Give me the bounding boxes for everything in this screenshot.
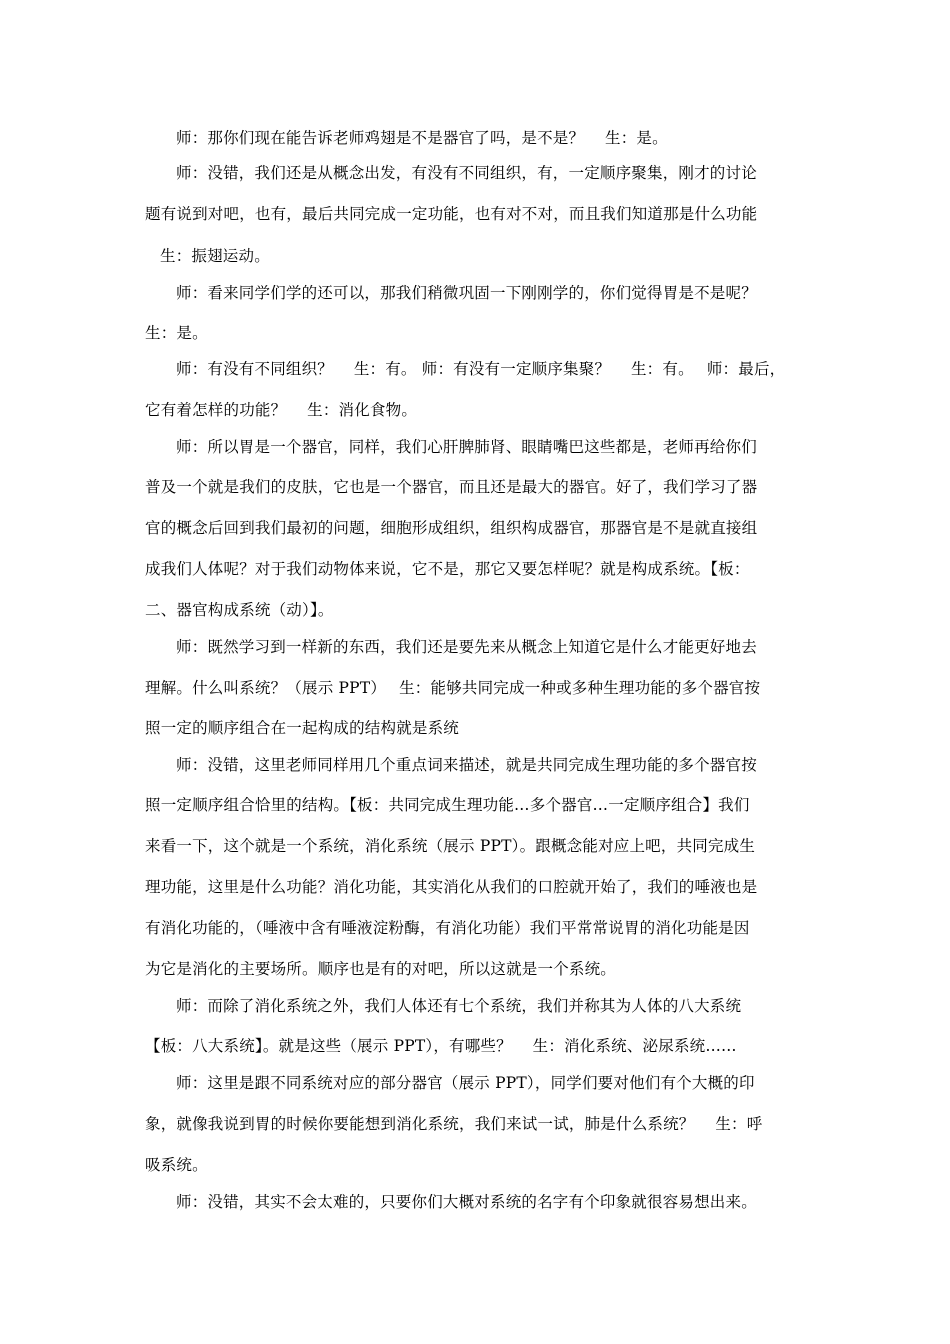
text-line: 照一定顺序组合恰里的结构。【板：共同完成生理功能…多个器官…一定顺序组合】我们 bbox=[145, 796, 750, 814]
text-line: 来看一下，这个就是一个系统，消化系统（展示 PPT）。跟概念能对应上吧，共同完成生 bbox=[145, 837, 756, 855]
text-line: 师：那你们现在能告诉老师鸡翅是不是器官了吗，是不是？ 生：是。 bbox=[176, 129, 668, 147]
text-line: 二、器官构成系统（动）】。 bbox=[145, 601, 334, 619]
text-line: 成我们人体呢？对于我们动物体来说，它不是，那它又要怎样呢？就是构成系统。【板： bbox=[145, 560, 750, 578]
text-line: 象，就像我说到胃的时候你要能想到消化系统，我们来试一试，肺是什么系统？ 生：呼 bbox=[145, 1115, 763, 1133]
text-line: 师：这里是跟不同系统对应的部分器官（展示 PPT），同学们要对他们有个大概的印 bbox=[176, 1074, 755, 1092]
text-line: 【板：八大系统】。就是这些（展示 PPT），有哪些？ 生：消化系统、泌尿系统…… bbox=[145, 1037, 737, 1055]
text-line: 师：而除了消化系统之外，我们人体还有七个系统，我们并称其为人体的八大系统 bbox=[176, 997, 742, 1015]
text-line: 官的概念后回到我们最初的问题，细胞形成组织，组织构成器官，那器官是不是就直接组 bbox=[145, 519, 758, 537]
text-line: 师：既然学习到一样新的东西，我们还是要先来从概念上知道它是什么才能更好地去 bbox=[176, 638, 757, 656]
text-line: 为它是消化的主要场所。顺序也是有的对吧，所以这就是一个系统。 bbox=[145, 960, 617, 978]
text-line: 生：振翅运动。 bbox=[160, 247, 270, 265]
text-line: 师：有没有不同组织？ 生：有。 师：有没有一定顺序集聚？ 生：有。 师：最后， bbox=[176, 360, 786, 378]
text-line: 吸系统。 bbox=[145, 1156, 208, 1174]
text-line: 普及一个就是我们的皮肤，它也是一个器官，而且还是最大的器官。好了，我们学习了器 bbox=[145, 478, 758, 496]
text-line: 理解。什么叫系统？（展示 PPT） 生：能够共同完成一种或多种生理功能的多个器官按 bbox=[145, 679, 761, 697]
text-line: 师：没错，我们还是从概念出发，有没有不同组织，有，一定顺序聚集，刚才的讨论 bbox=[176, 164, 757, 182]
text-line: 照一定的顺序组合在一起构成的结构就是系统 bbox=[145, 719, 460, 737]
text-line: 生：是。 bbox=[145, 324, 208, 342]
text-line: 师：看来同学们学的还可以，那我们稍微巩固一下刚刚学的，你们觉得胃是不是呢？ bbox=[176, 284, 757, 302]
text-line: 题有说到对吧，也有，最后共同完成一定功能，也有对不对，而且我们知道那是什么功能 bbox=[145, 205, 758, 223]
text-line: 师：所以胃是一个器官，同样，我们心肝脾肺肾、眼睛嘴巴这些都是，老师再给你们 bbox=[176, 438, 757, 456]
text-line: 理功能，这里是什么功能？消化功能，其实消化从我们的口腔就开始了，我们的唾液也是 bbox=[145, 878, 758, 896]
text-line: 有消化功能的，（唾液中含有唾液淀粉酶，有消化功能）我们平常常说胃的消化功能是因 bbox=[145, 919, 750, 937]
text-line: 它有着怎样的功能？ 生：消化食物。 bbox=[145, 401, 418, 419]
text-line: 师：没错，其实不会太难的，只要你们大概对系统的名字有个印象就很容易想出来。 bbox=[176, 1193, 757, 1211]
text-line: 师：没错，这里老师同样用几个重点词来描述，就是共同完成生理功能的多个器官按 bbox=[176, 756, 757, 774]
